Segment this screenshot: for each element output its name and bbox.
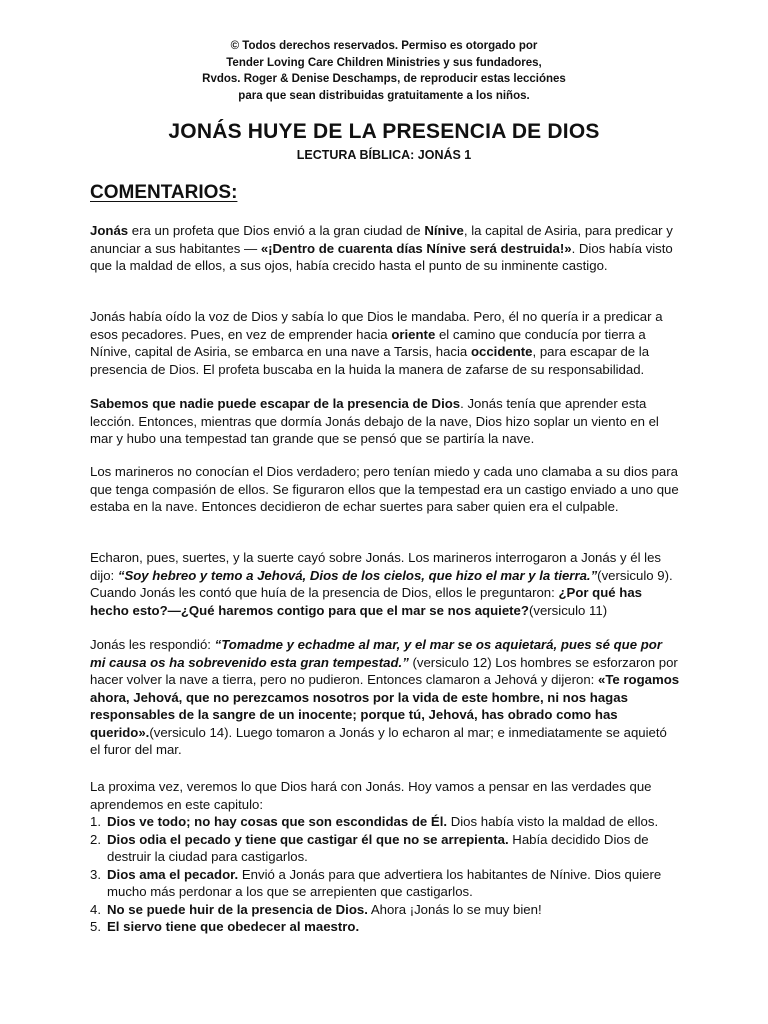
text-bold: Nínive	[424, 223, 464, 238]
paragraph-2	[90, 308, 680, 378]
paragraph-6	[90, 636, 680, 759]
text: (versiculo 12) Los hombres se esforzaron por hacer volver la nave a tierra, pero no pudieron. Entonces clamaron a Jehová y dijeron:	[90, 654, 678, 687]
text: , la capital de Asiria, para predicar y anunciar a sus habitantes —	[90, 223, 673, 256]
text-bold-italic: “Tomadme y echadme al mar, y el mar se os aquietará, pues sé que por mi causa os ha sobrevenido esta gran tempestad.”	[90, 637, 662, 670]
section-heading: COMENTARIOS:	[90, 182, 238, 203]
paragraph-1	[90, 222, 680, 275]
text-bold: No se puede huir de la presencia de Dios.	[107, 901, 368, 917]
text: Dios había visto la maldad de ellos.	[447, 814, 659, 829]
paragraph-4	[90, 463, 680, 516]
list-item	[90, 918, 680, 936]
list-number: 5.	[90, 919, 101, 934]
list-number: 4.	[90, 901, 101, 917]
copyright-line: para que sean distribuidas gratuitamente a los niños.	[238, 89, 530, 102]
paragraph-3	[90, 395, 680, 448]
text: . Jonás tenía que aprender esta lección. Entonces, mientras que dormía Jonás debajo de la nave, Dios hizo soplar un viento en el mar y hubo una tempestad tan grande que se pensó que se partiría la nave.	[90, 396, 659, 446]
text: Había decidido Dios de destruir la ciudad para castigarlos.	[107, 831, 649, 864]
page-title: JONÁS HUYE DE LA PRESENCIA DE DIOS	[168, 120, 600, 143]
copyright-line: Tender Loving Care Children Ministries y sus fundadores,	[226, 56, 542, 69]
text: (versiculo 11)	[528, 602, 608, 618]
text: Envió a Jonás para que advertiera los habitantes de Nínive. Dios quiere mucho más perdonar a los que se arrepienten que castigarlos.	[107, 866, 662, 899]
list-intro: La proxima vez, veremos lo que Dios hará con Jonás. Hoy vamos a pensar en las verdades que aprendemos en este capitulo:	[90, 779, 652, 812]
list-number: 1.	[90, 814, 101, 829]
text-bold: oriente	[391, 326, 436, 342]
text: (versiculo 14). Luego tomaron a Jonás y lo echaron al mar; e inmediatamente se aquietó el furor del mar.	[90, 724, 667, 757]
list-item	[90, 866, 680, 901]
text-bold: El siervo tiene que obedecer al maestro.	[107, 919, 360, 934]
copyright-line: © Todos derechos reservados. Permiso es otorgado por	[230, 40, 538, 52]
page-subtitle: LECTURA BÍBLICA: JONÁS 1	[296, 148, 472, 162]
text: , para escapar de la presencia de Dios. El profeta buscaba en la huida la manera de zafarse de su responsabilidad.	[90, 344, 650, 377]
text: Jonás les respondió:	[90, 637, 215, 652]
text: Echaron, pues, suertes, y la suerte cayó sobre Jonás. Los marineros interrogaron a Jonás y él les dijo:	[90, 550, 662, 583]
text-bold-italic: “Soy hebreo y temo a Jehová, Dios de los cielos, que hizo el mar y la tierra.”	[117, 567, 598, 583]
text-bold: Sabemos que nadie puede escapar de la presencia de Dios	[90, 396, 461, 411]
list-number: 3.	[90, 866, 101, 882]
text: Jonás había oído la voz de Dios y sabía lo que Dios le mandaba. Pero, él no quería ir a predicar a esos pecadores. Pues, en vez de emprender hacia	[90, 309, 663, 342]
text-bold: «¡Dentro de cuarenta días Nínive será destruida!»	[260, 240, 572, 256]
text: era un profeta que Dios envió a la gran ciudad de	[128, 223, 425, 238]
text-bold: Dios ama el pecador.	[107, 866, 239, 882]
text-bold: Dios odia el pecado y tiene que castigar él que no se arrepienta.	[107, 831, 509, 847]
copyright-notice	[0, 38, 768, 104]
list-number: 2.	[90, 831, 101, 847]
text-bold: occidente	[470, 344, 533, 359]
list-item	[90, 901, 680, 919]
text: (versiculo 9). Cuando Jonás les contó que huía de la presencia de Dios, ellos le preguntaron:	[90, 567, 673, 600]
text: Los marineros no conocían el Dios verdadero; pero tenían miedo y cada uno clamaba a su dios para que tenga compasión de ellos. Se figuraron ellos que la tempestad era un castigo enviado a uno que estaba en la nave. Entonces decidieron de echar suertes para saber quien era el culpable.	[90, 464, 679, 514]
list-item	[90, 813, 680, 831]
text-bold: ¿Por qué has hecho esto?—¿Qué haremos contigo para que el mar se nos aquiete?	[90, 585, 643, 618]
text-bold: «Te rogamos ahora, Jehová, que no perezcamos nosotros por la vida de este hombre, ni nos hagas responsables de la sangre de un inocente; porque tú, Jehová, has obrado como has querido».	[90, 672, 680, 740]
paragraph-5	[90, 549, 680, 619]
text-bold: Jonás	[90, 223, 129, 238]
paragraph-7	[90, 778, 680, 936]
text: . Dios había visto que la maldad de ellos, a sus ojos, había crecido hasta el punto de su inminente castigo.	[90, 240, 673, 273]
text-bold: Dios ve todo; no hay cosas que son escondidas de Él.	[107, 814, 448, 829]
list-item	[90, 831, 680, 866]
copyright-line: Rvdos. Roger & Denise Deschamps, de reproducir estas lecciónes	[202, 73, 566, 85]
truths-list	[90, 813, 680, 936]
text: el camino que conducía por tierra a Nínive, capital de Asiria, se embarca en una nave a Tarsis, hacia	[90, 326, 646, 359]
text: Ahora ¡Jonás lo se muy bien!	[367, 901, 542, 917]
